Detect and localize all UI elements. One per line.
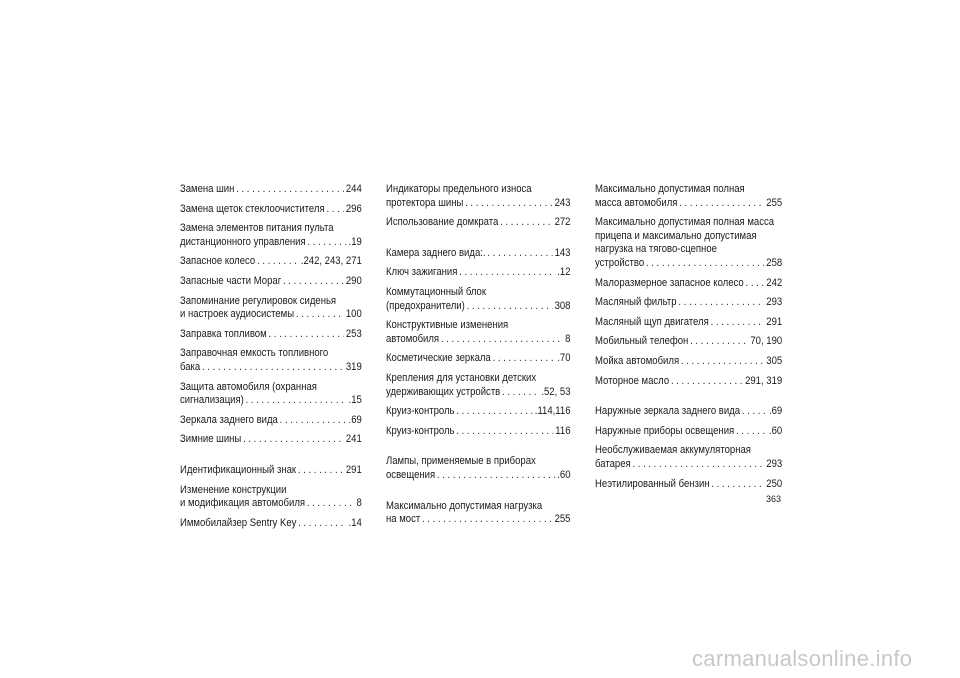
index-entry-term: Зимние шины xyxy=(180,433,242,446)
index-entry-pages: .60 xyxy=(768,424,783,437)
index-entry-pages: 272 xyxy=(554,216,571,229)
dot-leader xyxy=(467,300,553,314)
index-entry-pages: .60 xyxy=(557,468,571,481)
index-column-1 xyxy=(180,183,362,530)
index-entry-pages: 244 xyxy=(345,183,362,195)
index-entry-term: удерживающих устройств xyxy=(386,385,501,398)
dot-leader xyxy=(202,361,344,375)
index-entry-pages: 8 xyxy=(356,497,362,510)
index-entry xyxy=(180,295,362,322)
index-entry xyxy=(386,352,571,366)
dot-leader xyxy=(326,203,344,217)
index-entry-pages: 305 xyxy=(766,354,783,367)
index-entry-term-row xyxy=(386,266,571,280)
index-entry xyxy=(386,500,571,527)
dot-leader xyxy=(711,316,765,330)
index-entry-line: Защита автомобиля (охранная xyxy=(180,380,317,393)
index-entry xyxy=(386,247,571,261)
index-entry-pages: .52, 53 xyxy=(541,385,571,398)
index-entry xyxy=(595,355,782,369)
index-entry-pages: .70 xyxy=(557,352,571,365)
index-entry-term-row xyxy=(180,361,362,375)
index-entry-term: Идентификационный знак xyxy=(180,463,297,476)
dot-leader xyxy=(441,333,563,347)
index-entry xyxy=(386,319,571,346)
index-entry-pages: 70, 190 xyxy=(750,335,783,348)
dot-leader xyxy=(500,216,553,230)
index-entry xyxy=(595,425,782,439)
index-entry-line: Индикаторы предельного износа xyxy=(386,183,532,195)
index-entry-line: Крепления для установки детских xyxy=(386,371,537,384)
dot-leader xyxy=(307,497,355,511)
index-entry-term-row xyxy=(386,197,571,211)
dot-leader xyxy=(456,425,553,439)
index-entry-term-row xyxy=(386,386,571,400)
index-entry xyxy=(595,183,782,210)
index-entry-term-row xyxy=(180,275,362,289)
index-entry-line: Максимально допустимая нагрузка xyxy=(386,499,543,512)
index-entry-line: нагрузка на тягово-сцепное xyxy=(595,243,717,256)
dot-leader xyxy=(493,352,556,366)
index-entry-term: Замена шин xyxy=(180,183,235,195)
index-entry-pages: 250 xyxy=(766,477,783,490)
index-entry-pages: 296 xyxy=(345,202,362,215)
index-entry-term-row xyxy=(386,300,571,314)
index-entry-term: протектора шины xyxy=(386,196,464,209)
index-entry-line: Необслуживаемая аккумуляторная xyxy=(595,444,751,457)
index-entry xyxy=(180,517,362,531)
dot-leader xyxy=(422,513,553,527)
index-entry xyxy=(386,405,571,419)
dot-leader xyxy=(632,458,764,472)
index-entry xyxy=(595,405,782,419)
index-entry-term: Масляный щуп двигателя xyxy=(595,315,709,328)
index-entry-term: устройство xyxy=(595,256,645,269)
index-entry-term-row xyxy=(595,425,782,439)
dot-leader xyxy=(736,425,767,439)
index-entry xyxy=(180,222,362,249)
index-entry xyxy=(386,372,571,399)
index-entry xyxy=(180,484,362,511)
index-entry-pages: 293 xyxy=(766,457,783,470)
index-entry xyxy=(180,183,362,197)
index-entry xyxy=(180,203,362,217)
index-entry-term: Моторное масло xyxy=(595,374,670,387)
index-entry-pages: 255 xyxy=(766,196,783,209)
index-entry-pages: 242 xyxy=(766,276,783,289)
index-entry-term: Использование домкрата xyxy=(386,216,499,229)
index-entry xyxy=(595,216,782,270)
index-entry-pages: 100 xyxy=(345,308,362,321)
index-entry-pages: 253 xyxy=(345,327,362,340)
dot-leader xyxy=(257,255,299,269)
index-entry xyxy=(595,478,782,492)
dot-leader xyxy=(296,308,344,322)
index-entry-line: Запоминание регулировок сиденья xyxy=(180,294,337,307)
dot-leader xyxy=(268,328,344,342)
dot-leader xyxy=(298,517,347,531)
index-entry-pages: 291 xyxy=(345,463,362,476)
index-entry-term: Заправка топливом xyxy=(180,327,267,340)
dot-leader xyxy=(746,277,765,291)
index-entry-pages: 291, 319 xyxy=(745,374,783,387)
index-entry-pages: 319 xyxy=(345,360,362,373)
index-entry-pages: .14 xyxy=(348,516,362,529)
index-entry-pages: .12 xyxy=(557,266,571,279)
index-entry-line: Изменение конструкции xyxy=(180,483,287,496)
index-entry xyxy=(180,414,362,428)
index-entry-pages: .15 xyxy=(348,394,362,407)
index-entry-term-row xyxy=(180,497,362,511)
index-entry-pages: 241 xyxy=(345,433,362,446)
index-entry-term-row xyxy=(180,517,362,531)
index-entry xyxy=(386,286,571,313)
watermark: carmanualsonline.info xyxy=(692,646,913,671)
index-entry xyxy=(180,381,362,408)
index-entry-pages: 143 xyxy=(554,246,571,259)
index-entry-term-row xyxy=(595,405,782,419)
index-entry-term-row xyxy=(386,425,571,439)
dot-leader xyxy=(465,197,553,211)
dot-leader xyxy=(679,197,764,211)
index-entry xyxy=(180,464,362,478)
index-entry-term-row xyxy=(386,216,571,230)
index-entry-term: Зеркала заднего вида xyxy=(180,413,278,426)
index-entry-term: бака xyxy=(180,360,201,373)
index-entry xyxy=(386,216,571,230)
index-entry-line: Заправочная емкость топливного xyxy=(180,347,329,360)
index-entry-line: Лампы, применяемые в приборах xyxy=(386,455,536,468)
index-entry-pages: 290 xyxy=(345,274,362,287)
index-entry-pages: .19 xyxy=(348,235,362,248)
index-entry-pages: 243 xyxy=(554,196,571,209)
index-entry-term-row xyxy=(595,296,782,310)
dot-leader xyxy=(711,478,764,492)
index-entry-pages: 258 xyxy=(766,256,783,269)
index-entry-pages: .242, 243, 271 xyxy=(300,255,362,268)
index-entry-term-row xyxy=(595,197,782,211)
index-entry-term: Косметические зеркала xyxy=(386,352,491,365)
index-entry-term-row xyxy=(595,316,782,330)
index-entry-term: масса автомобиля xyxy=(595,196,678,209)
index-entry-line: Конструктивные изменения xyxy=(386,319,509,332)
index-entry-term: батарея xyxy=(595,457,631,470)
index-entry-term-row xyxy=(595,277,782,291)
index-entry-pages: .69 xyxy=(348,413,362,426)
dot-leader xyxy=(298,464,344,478)
index-entry-term: Малоразмерное запасное колесо xyxy=(595,276,744,289)
index-entry-line: прицепа и максимально допустимая xyxy=(595,229,757,242)
index-entry-term-row xyxy=(595,257,782,271)
index-entry-pages: 293 xyxy=(766,296,783,309)
index-entry-term: автомобиля xyxy=(386,332,440,345)
index-entry xyxy=(595,335,782,349)
index-entry-line: Замена элементов питания пульта xyxy=(180,222,334,235)
index-entry-term-row xyxy=(180,414,362,428)
index-entry-term-row xyxy=(180,308,362,322)
index-entry-term-row xyxy=(595,375,782,389)
index-entry-pages: 291 xyxy=(766,315,783,328)
index-column-2 xyxy=(386,183,571,527)
index-entry-term-row xyxy=(595,335,782,349)
index-entry xyxy=(180,328,362,342)
index-entry xyxy=(180,347,362,374)
index-entry-term-row xyxy=(180,203,362,217)
index-entry-term: и настроек аудиосистемы xyxy=(180,308,295,321)
index-entry-term: сигнализация) xyxy=(180,394,244,407)
dot-leader xyxy=(646,257,765,271)
index-entry xyxy=(386,455,571,482)
index-entry xyxy=(386,425,571,439)
dot-leader xyxy=(459,266,555,280)
index-entry-pages: .114,116 xyxy=(534,405,571,418)
index-entry xyxy=(180,433,362,447)
index-entry-term-row xyxy=(180,464,362,478)
dot-leader xyxy=(236,183,344,197)
index-entry-pages: 116 xyxy=(555,424,571,437)
index-entry-term: Камера заднего вида:. xyxy=(386,246,486,259)
index-entry-term-row xyxy=(386,469,571,483)
dot-leader xyxy=(437,469,556,483)
index-entry xyxy=(386,266,571,280)
index-entry-term-row xyxy=(180,394,362,408)
index-entry-term: Запасные части Мораг xyxy=(180,274,282,287)
index-entry-term-row xyxy=(180,433,362,447)
dot-leader xyxy=(690,335,748,349)
index-entry-line: Коммутационный блок xyxy=(386,285,487,298)
index-entry-term-row xyxy=(180,236,362,250)
index-entry-term: Мобильный телефон xyxy=(595,335,689,348)
dot-leader xyxy=(246,394,347,408)
index-entry xyxy=(595,375,782,389)
index-entry-term: Ключ зажигания xyxy=(386,266,458,279)
index-entry xyxy=(180,275,362,289)
index-entry-line: Максимально допустимая полная xyxy=(595,183,745,195)
index-column-3 xyxy=(595,183,782,491)
dot-leader xyxy=(283,275,344,289)
index-entry-term-row xyxy=(386,352,571,366)
index-entry xyxy=(595,296,782,310)
index-entry-term: Круиз-контроль xyxy=(386,424,455,437)
index-entry-term: и модификация автомобиля xyxy=(180,497,306,510)
index-entry-term: Мойка автомобиля xyxy=(595,354,680,367)
index-entry-term-row xyxy=(180,183,362,197)
index-entry-term: Наружные зеркала заднего вида xyxy=(595,405,741,418)
index-entry-term: дистанционного управления xyxy=(180,235,306,248)
dot-leader xyxy=(280,414,347,428)
index-entry xyxy=(180,255,362,269)
index-entry-term: Иммобилайзер Sentry Key xyxy=(180,516,297,529)
index-entry-term-row xyxy=(595,478,782,492)
dot-leader xyxy=(487,247,552,261)
index-entry-pages: 255 xyxy=(554,513,571,526)
dot-leader xyxy=(681,355,765,369)
index-entry-term-row xyxy=(595,458,782,472)
index-entry-pages: .69 xyxy=(768,405,783,418)
index-entry-term: Замена щеток стеклоочистителя xyxy=(180,202,325,215)
index-entry-pages: 308 xyxy=(554,299,571,312)
index-entry-term: (предохранители) xyxy=(386,299,465,312)
index-entry-term: на мост xyxy=(386,513,421,526)
index-entry xyxy=(595,277,782,291)
index-entry-term-row xyxy=(180,328,362,342)
dot-leader xyxy=(678,296,764,310)
dot-leader xyxy=(671,375,743,389)
dot-leader xyxy=(307,236,346,250)
index-entry-term: Запасное колесо xyxy=(180,255,256,268)
page-number: 363 xyxy=(766,494,782,504)
index-entry xyxy=(595,316,782,330)
index-entry-term-row xyxy=(595,355,782,369)
index-entry-term: Неэтилированный бензин xyxy=(595,477,710,490)
dot-leader xyxy=(742,405,767,419)
dot-leader xyxy=(456,405,533,419)
dot-leader xyxy=(243,433,344,447)
index-entry-term-row xyxy=(386,513,571,527)
index-entry xyxy=(595,444,782,471)
index-entry-term-row xyxy=(180,255,362,269)
index-entry-term-row xyxy=(386,405,571,419)
index-entry-term-row xyxy=(386,247,571,261)
index-entry-term: освещения xyxy=(386,468,436,481)
index-entry-term: Масляный фильтр xyxy=(595,296,677,309)
index-entry-term: Круиз-контроль xyxy=(386,405,455,418)
index-entry-term-row xyxy=(386,333,571,347)
index-entry-term: Наружные приборы освещения xyxy=(595,424,735,437)
dot-leader xyxy=(502,386,539,400)
index-entry-line: Максимально допустимая полная масса xyxy=(595,216,775,229)
index-entry xyxy=(386,183,571,210)
index-entry-pages: 8 xyxy=(565,332,571,345)
